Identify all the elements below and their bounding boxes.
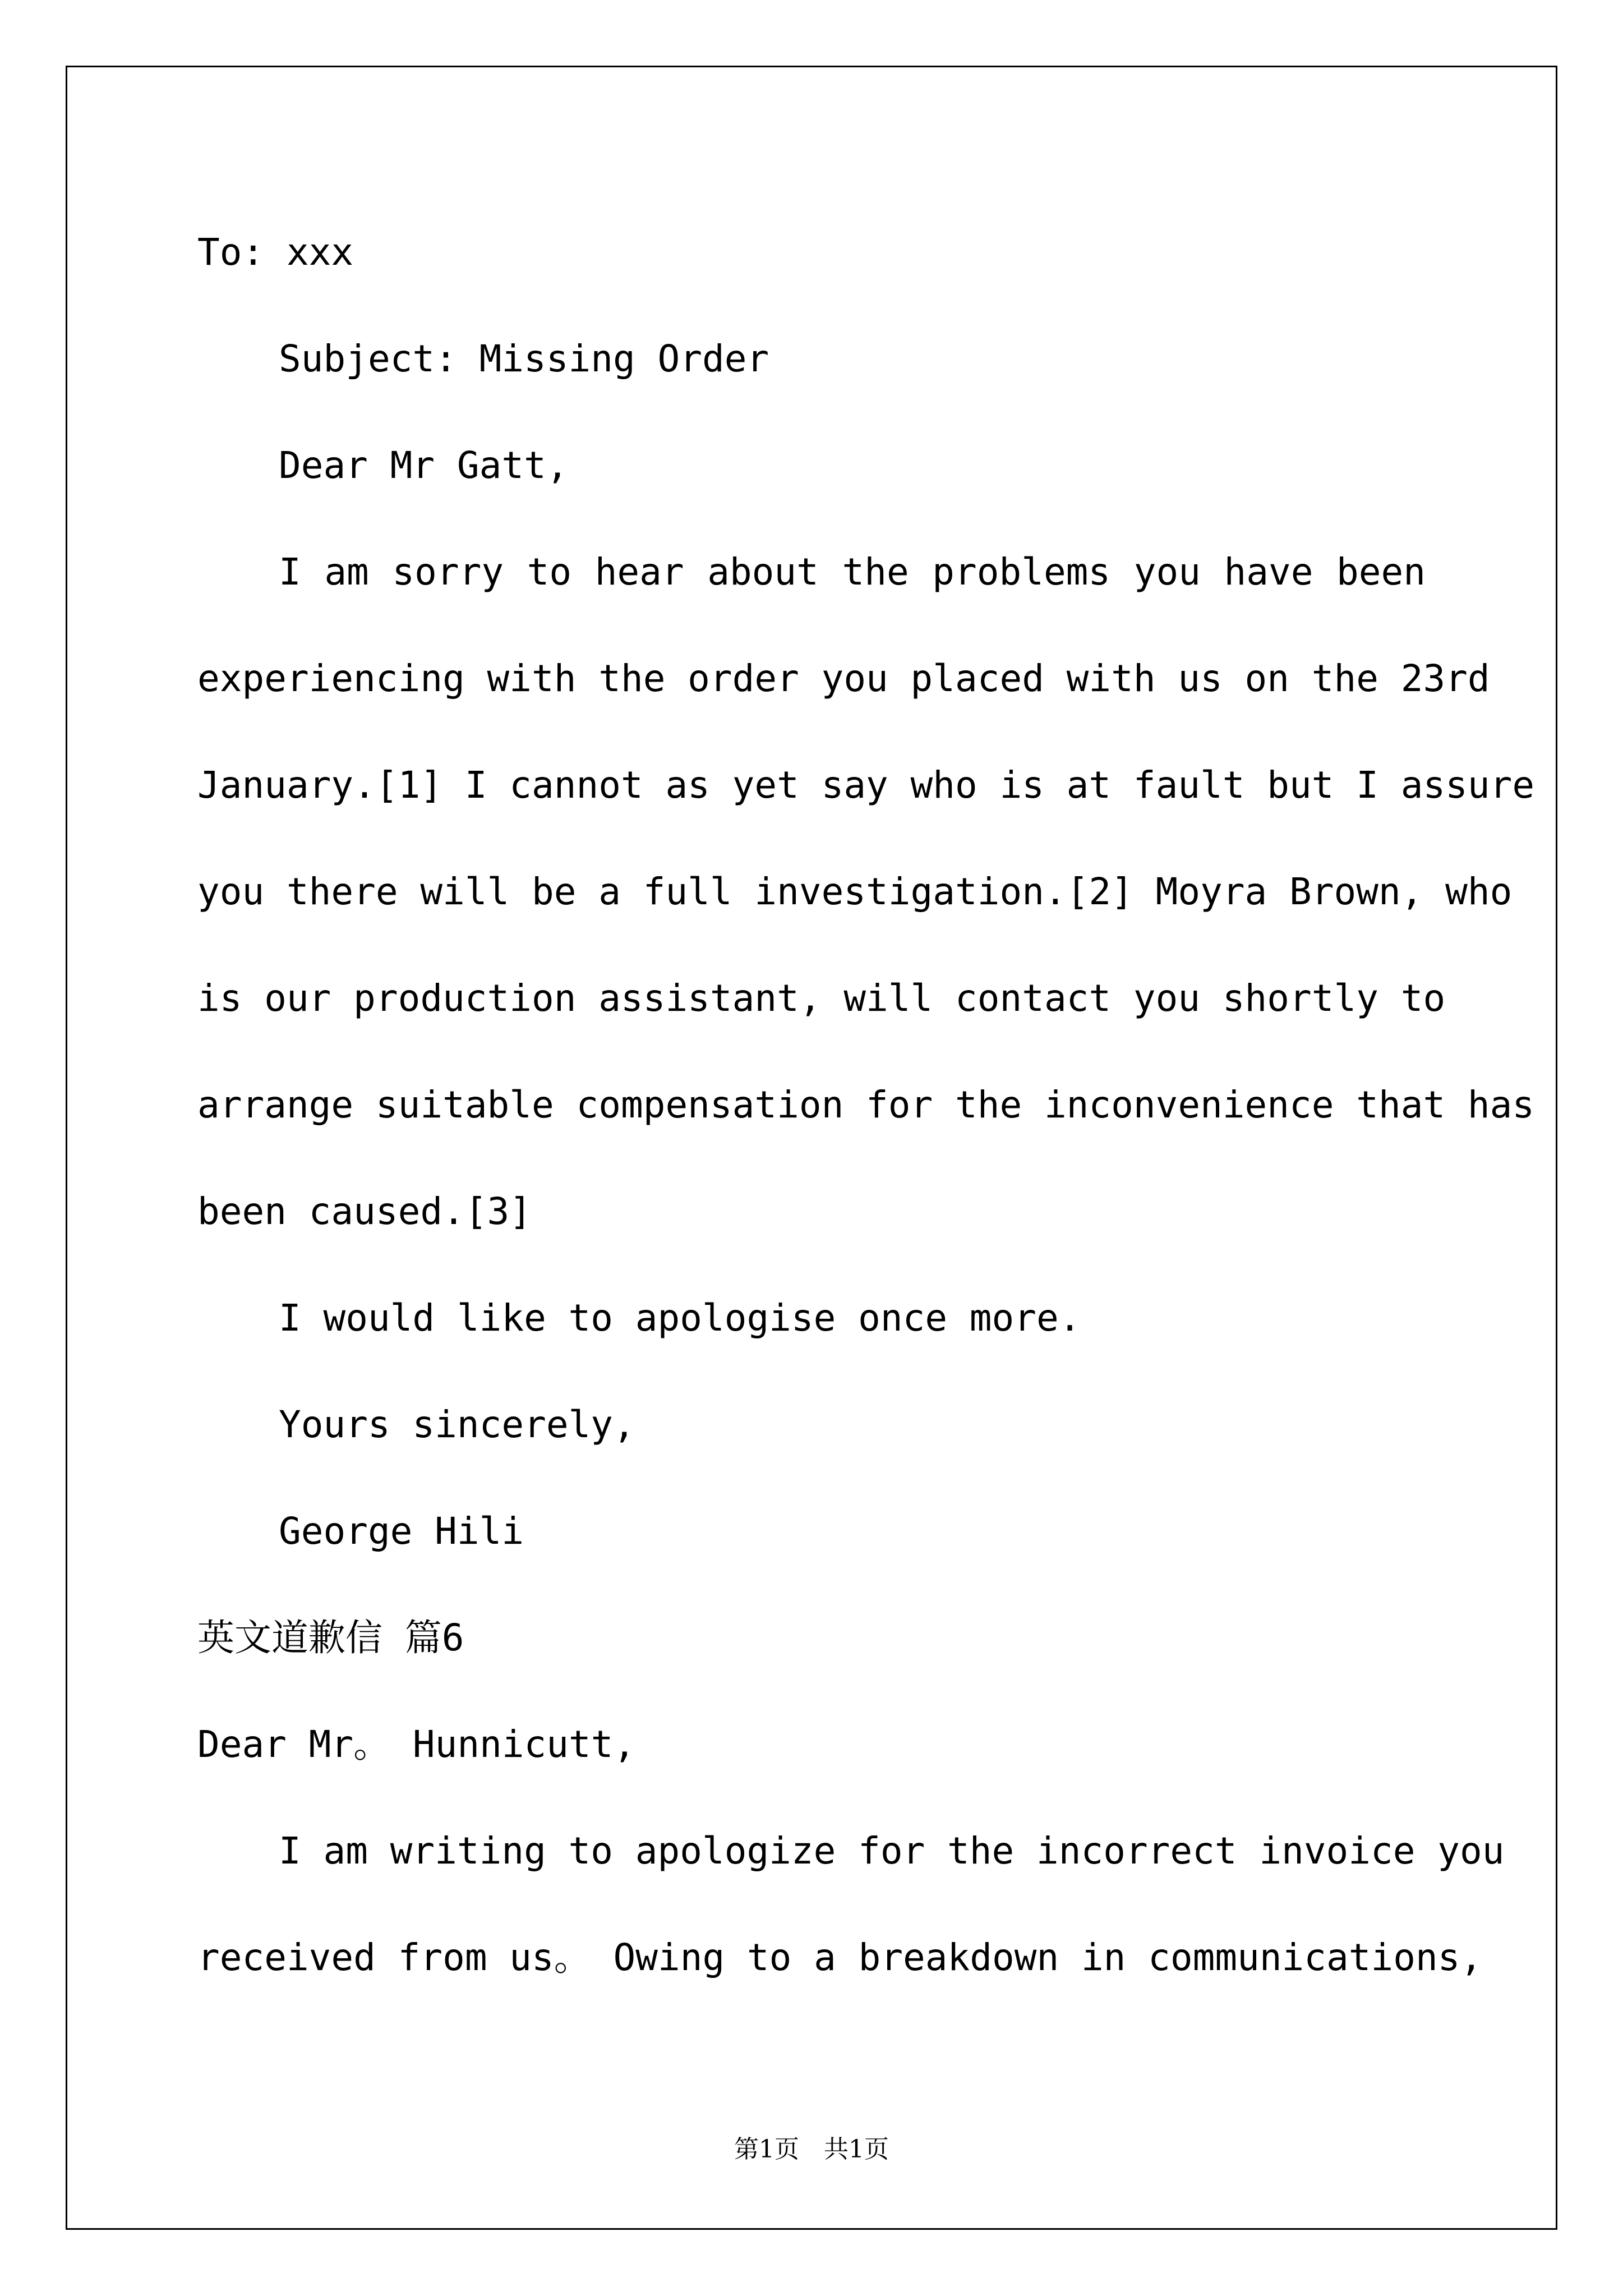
body-line: arrange suitable compensation for the inconvenience that has: [197, 1083, 1535, 1126]
page-footer: [0, 2129, 1623, 2165]
greeting-line: Dear Mr。 Hunnicutt,: [197, 1723, 636, 1766]
body-line: January.[1] I cannot as yet say who is at fault but I assure: [197, 763, 1535, 807]
closing-line: I would like to apologise once more.: [279, 1296, 1081, 1340]
body-line: been caused.[3]: [197, 1190, 532, 1233]
greeting-line: Dear Mr Gatt,: [279, 444, 569, 487]
body-line: experiencing with the order you placed with us on the 23rd: [197, 657, 1490, 700]
body-line: is our production assistant, will contact you shortly to: [197, 977, 1446, 1020]
letter-body: [197, 199, 1535, 2011]
signature-line: George Hili: [279, 1510, 524, 1553]
recipient-line: To: xxx: [197, 231, 354, 274]
section-heading: 英文道歉信 篇6: [197, 1616, 464, 1659]
body-line: I am writing to apologize for the incorrect invoice you: [279, 1829, 1505, 1872]
page-indicator: 第1页 共1页: [734, 2135, 889, 2164]
body-line: received from us。 Owing to a breakdown in communications,: [197, 1936, 1483, 1979]
sign-off-line: Yours sincerely,: [279, 1403, 635, 1446]
subject-line: Subject: Missing Order: [279, 337, 769, 380]
body-line: I am sorry to hear about the problems you have been: [279, 550, 1426, 593]
body-line: you there will be a full investigation.[2] Moyra Brown, who: [197, 870, 1513, 913]
